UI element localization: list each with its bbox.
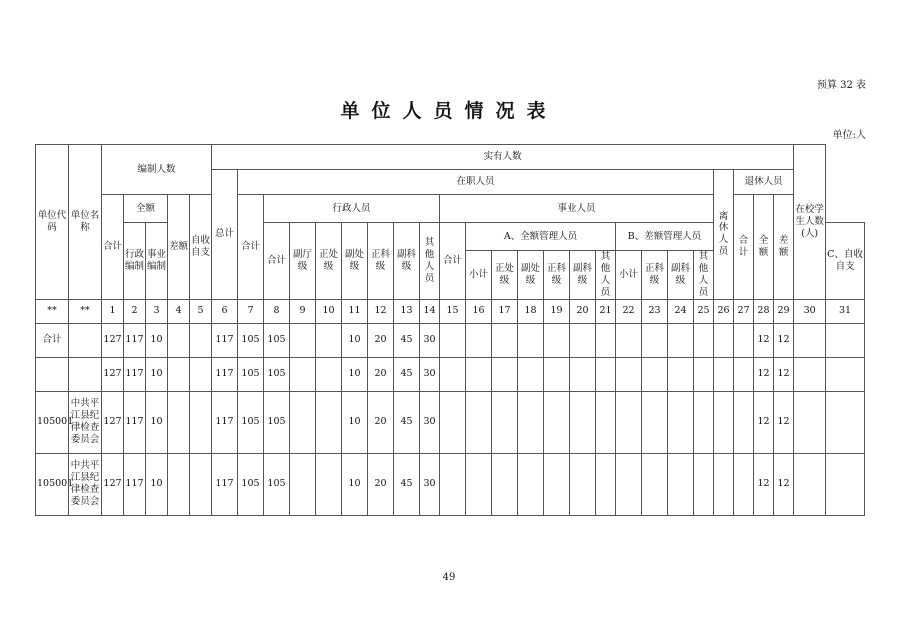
unit-label: 单位:人 (832, 130, 866, 141)
col-b-xiaoji: 小计 (616, 251, 642, 300)
page-number: 49 (442, 572, 456, 583)
index-cell: 6 (212, 299, 238, 323)
cell-col-30 (794, 357, 826, 391)
cell-col-30 (794, 391, 826, 453)
index-cell: 18 (518, 299, 544, 323)
cell-col-20 (570, 453, 596, 515)
cell-col-31 (826, 357, 865, 391)
cell-col-14: 30 (420, 453, 440, 515)
cell-col-6: 117 (212, 391, 238, 453)
cell-col-11: 10 (342, 357, 368, 391)
cell-col-28: 12 (754, 453, 774, 515)
cell-code: 合计 (36, 323, 69, 357)
cell-col-12: 20 (368, 357, 394, 391)
col-tuixiu-heji: 合计 (734, 195, 754, 300)
cell-col-17 (492, 323, 518, 357)
cell-col-1: 127 (102, 323, 124, 357)
cell-col-25 (694, 357, 714, 391)
cell-col-16 (466, 391, 492, 453)
cell-col-20 (570, 391, 596, 453)
col-b-qita: 其他人员 (694, 251, 714, 300)
index-cell: 5 (190, 299, 212, 323)
cell-col-31 (826, 453, 865, 515)
cell-col-27 (734, 391, 754, 453)
cell-col-17 (492, 453, 518, 515)
index-cell: 11 (342, 299, 368, 323)
index-cell: 16 (466, 299, 492, 323)
cell-col-13: 45 (394, 453, 420, 515)
cell-col-7: 105 (238, 357, 264, 391)
cell-col-17 (492, 391, 518, 453)
cell-col-3: 10 (146, 453, 168, 515)
index-cell: 27 (734, 299, 754, 323)
cell-col-24 (668, 391, 694, 453)
cell-col-18 (518, 453, 544, 515)
col-shiye: 事业人员 (440, 195, 714, 223)
cell-col-23 (642, 357, 668, 391)
cell-col-12: 20 (368, 453, 394, 515)
cell-col-18 (518, 357, 544, 391)
cell-col-11: 10 (342, 323, 368, 357)
col-xz-heji: 合计 (264, 223, 290, 300)
cell-col-14: 30 (420, 391, 440, 453)
cell-col-15 (440, 453, 466, 515)
col-b-fuke: 副科级 (668, 251, 694, 300)
cell-col-17 (492, 357, 518, 391)
col-zongji: 总计 (212, 170, 238, 300)
personnel-table (35, 144, 865, 516)
cell-col-26 (714, 323, 734, 357)
index-cell: 4 (168, 299, 190, 323)
index-cell: 31 (826, 299, 865, 323)
cell-col-2: 117 (124, 391, 146, 453)
cell-col-30 (794, 453, 826, 515)
col-sy-heji: 合计 (440, 223, 466, 300)
col-c-group: C、自收自支 (826, 223, 865, 300)
index-cell: 1 (102, 299, 124, 323)
index-cell: 22 (616, 299, 642, 323)
cell-col-4 (168, 453, 190, 515)
index-cell: 14 (420, 299, 440, 323)
col-xingzheng: 行政人员 (264, 195, 440, 223)
index-cell: 23 (642, 299, 668, 323)
cell-col-19 (544, 453, 570, 515)
cell-col-19 (544, 391, 570, 453)
cell-col-14: 30 (420, 323, 440, 357)
cell-col-11: 10 (342, 391, 368, 453)
cell-col-21 (596, 323, 616, 357)
cell-col-8: 105 (264, 391, 290, 453)
col-tuixiu-quane: 全额 (754, 195, 774, 300)
cell-col-13: 45 (394, 323, 420, 357)
cell-col-6: 117 (212, 323, 238, 357)
cell-col-19 (544, 323, 570, 357)
col-name: 单位名称 (69, 145, 102, 300)
cell-col-22 (616, 391, 642, 453)
cell-col-28: 12 (754, 391, 774, 453)
cell-col-14: 30 (420, 357, 440, 391)
col-zishou: 自收自支 (190, 195, 212, 300)
cell-col-5 (190, 357, 212, 391)
index-cell: 20 (570, 299, 596, 323)
col-shiye-bz: 事业编制 (146, 223, 168, 300)
index-cell: 26 (714, 299, 734, 323)
index-cell: 24 (668, 299, 694, 323)
cell-col-24 (668, 453, 694, 515)
cell-col-7: 105 (238, 453, 264, 515)
cell-col-29: 12 (774, 357, 794, 391)
cell-col-9 (290, 453, 316, 515)
cell-col-2: 117 (124, 357, 146, 391)
col-zhengchu: 正处级 (316, 223, 342, 300)
cell-col-20 (570, 323, 596, 357)
cell-col-25 (694, 323, 714, 357)
cell-col-7: 105 (238, 323, 264, 357)
col-qita: 其他人员 (420, 223, 440, 300)
col-fuchu: 副处级 (342, 223, 368, 300)
cell-col-21 (596, 453, 616, 515)
cell-col-11: 10 (342, 453, 368, 515)
cell-name: 中共平江县纪律检查委员会 (69, 453, 102, 515)
col-a-group: A、全额管理人员 (466, 223, 616, 251)
cell-col-9 (290, 323, 316, 357)
col-bz-heji: 合计 (102, 195, 124, 300)
index-cell: 8 (264, 299, 290, 323)
index-cell: 30 (794, 299, 826, 323)
cell-name (69, 323, 102, 357)
cell-col-10 (316, 391, 342, 453)
cell-code (36, 357, 69, 391)
cell-col-5 (190, 453, 212, 515)
cell-col-8: 105 (264, 453, 290, 515)
cell-col-15 (440, 323, 466, 357)
cell-col-9 (290, 391, 316, 453)
index-cell: 10 (316, 299, 342, 323)
cell-col-25 (694, 391, 714, 453)
cell-col-10 (316, 357, 342, 391)
cell-code: 105001 (36, 453, 69, 515)
cell-col-28: 12 (754, 323, 774, 357)
cell-col-31 (826, 323, 865, 357)
cell-col-26 (714, 391, 734, 453)
cell-col-5 (190, 391, 212, 453)
index-cell: 29 (774, 299, 794, 323)
col-code: 单位代码 (36, 145, 69, 300)
cell-col-28: 12 (754, 357, 774, 391)
cell-col-10 (316, 323, 342, 357)
col-tuixiu: 退休人员 (734, 170, 794, 195)
cell-col-23 (642, 391, 668, 453)
col-a-xiaoji: 小计 (466, 251, 492, 300)
col-a-zhengke: 正科级 (544, 251, 570, 300)
index-cell: 3 (146, 299, 168, 323)
cell-col-19 (544, 357, 570, 391)
cell-col-4 (168, 391, 190, 453)
cell-col-16 (466, 357, 492, 391)
table-row (36, 357, 865, 391)
col-chae: 差额 (168, 195, 190, 300)
cell-col-20 (570, 357, 596, 391)
col-a-zhengchu: 正处级 (492, 251, 518, 300)
cell-col-27 (734, 323, 754, 357)
index-cell: 7 (238, 299, 264, 323)
cell-col-10 (316, 453, 342, 515)
index-cell: ** (69, 299, 102, 323)
cell-col-25 (694, 453, 714, 515)
cell-col-7: 105 (238, 391, 264, 453)
cell-col-16 (466, 453, 492, 515)
col-lixiu: 离休人员 (714, 170, 734, 300)
col-bianzhi: 编制人数 (102, 145, 212, 195)
cell-col-27 (734, 453, 754, 515)
cell-col-18 (518, 391, 544, 453)
cell-col-13: 45 (394, 391, 420, 453)
table-row (36, 323, 865, 357)
cell-col-22 (616, 323, 642, 357)
col-tuixiu-chae: 差额 (774, 195, 794, 300)
cell-col-26 (714, 453, 734, 515)
col-zaizhi: 在职人员 (238, 170, 714, 195)
cell-col-31 (826, 391, 865, 453)
cell-col-12: 20 (368, 391, 394, 453)
cell-name: 中共平江县纪律检查委员会 (69, 391, 102, 453)
cell-col-16 (466, 323, 492, 357)
cell-col-27 (734, 357, 754, 391)
col-b-zhengke: 正科级 (642, 251, 668, 300)
cell-col-23 (642, 453, 668, 515)
table-number: 预算 32 表 (816, 80, 866, 91)
cell-col-24 (668, 323, 694, 357)
index-cell: 28 (754, 299, 774, 323)
index-cell: 17 (492, 299, 518, 323)
cell-col-2: 117 (124, 323, 146, 357)
col-zhengke: 正科级 (368, 223, 394, 300)
cell-col-15 (440, 391, 466, 453)
cell-col-12: 20 (368, 323, 394, 357)
cell-col-21 (596, 391, 616, 453)
cell-col-30 (794, 323, 826, 357)
cell-col-24 (668, 357, 694, 391)
index-cell: 2 (124, 299, 146, 323)
index-cell: 13 (394, 299, 420, 323)
cell-col-1: 127 (102, 391, 124, 453)
cell-col-29: 12 (774, 323, 794, 357)
column-index-row (36, 299, 865, 323)
cell-col-13: 45 (394, 357, 420, 391)
index-cell: ** (36, 299, 69, 323)
cell-col-26 (714, 357, 734, 391)
index-cell: 9 (290, 299, 316, 323)
cell-col-21 (596, 357, 616, 391)
cell-col-2: 117 (124, 453, 146, 515)
col-a-fuchu: 副处级 (518, 251, 544, 300)
cell-col-6: 117 (212, 357, 238, 391)
col-a-fuke: 副科级 (570, 251, 596, 300)
cell-col-23 (642, 323, 668, 357)
cell-col-22 (616, 453, 642, 515)
col-fuke: 副科级 (394, 223, 420, 300)
cell-code: 105001 (36, 391, 69, 453)
cell-col-4 (168, 323, 190, 357)
cell-col-3: 10 (146, 391, 168, 453)
col-shiyou: 实有人数 (212, 145, 794, 170)
cell-col-1: 127 (102, 357, 124, 391)
index-cell: 21 (596, 299, 616, 323)
cell-col-5 (190, 323, 212, 357)
index-cell: 12 (368, 299, 394, 323)
table-row (36, 391, 865, 453)
col-xingzheng-bz: 行政编制 (124, 223, 146, 300)
col-quane: 全额 (124, 195, 168, 223)
cell-col-18 (518, 323, 544, 357)
index-cell: 25 (694, 299, 714, 323)
cell-col-1: 127 (102, 453, 124, 515)
index-cell: 19 (544, 299, 570, 323)
index-cell: 15 (440, 299, 466, 323)
cell-col-29: 12 (774, 453, 794, 515)
cell-col-29: 12 (774, 391, 794, 453)
cell-col-9 (290, 357, 316, 391)
cell-col-22 (616, 357, 642, 391)
col-futing: 副厅级 (290, 223, 316, 300)
cell-col-3: 10 (146, 357, 168, 391)
cell-col-8: 105 (264, 357, 290, 391)
col-b-group: B、差额管理人员 (616, 223, 714, 251)
cell-col-4 (168, 357, 190, 391)
col-zaizhi-heji: 合计 (238, 195, 264, 300)
cell-col-3: 10 (146, 323, 168, 357)
col-a-qita: 其他人员 (596, 251, 616, 300)
cell-name (69, 357, 102, 391)
cell-col-6: 117 (212, 453, 238, 515)
page-title: 单位人员情况表 (340, 100, 558, 122)
cell-col-8: 105 (264, 323, 290, 357)
table-row (36, 453, 865, 515)
cell-col-15 (440, 357, 466, 391)
col-student: 在校学生人数(人) (794, 145, 826, 300)
